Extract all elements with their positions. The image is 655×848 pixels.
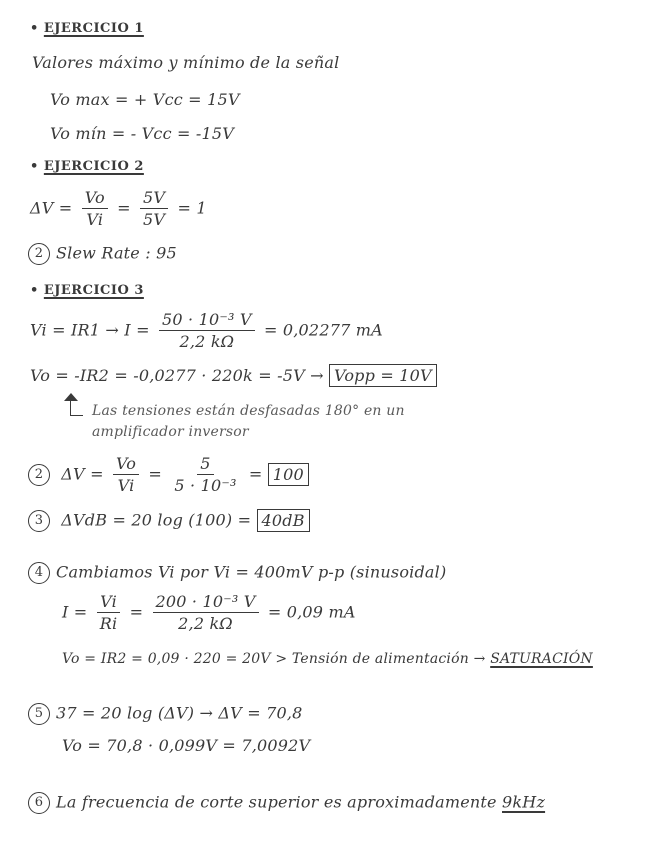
gain-result: 100 xyxy=(268,463,309,486)
exercise-3-item-4-output: Vo = IR2 = 0,09 · 220 = 20V > Tensión de alimentación → SATURACIÓN xyxy=(62,651,593,667)
exercise-1-vmax: Vo max = + Vcc = 15V xyxy=(50,90,240,109)
exercise-1-vmin: Vo mín = - Vcc = -15V xyxy=(50,124,235,143)
saturation-label: SATURACIÓN xyxy=(490,651,593,667)
gain-value-fraction: $\frac{5V}{5V}$ xyxy=(140,190,168,228)
exercise-3-item-2: 2 ΔV = $\frac{Vo}{Vi}$ = $\frac{5}{\text{5 · 10⁻³}}$ = 100 xyxy=(28,456,309,494)
cutoff-frequency: 9kHz xyxy=(502,792,546,812)
exercise-3-item-5: 5 37 = 20 log (ΔV) → ΔV = 70,8 xyxy=(28,703,303,725)
exercise-3-output: Vo = -IR2 = -0,0277 · 220k = -5V → Vopp = 10V xyxy=(30,368,437,384)
gain-fraction: $\frac{Vo}{Vi}$ xyxy=(82,190,108,228)
exercise-1-intro: Valores máximo y mínimo de la señal xyxy=(32,53,340,72)
exercise-3-item-4: 4 Cambiamos Vi por Vi = 400mV p-p (sinusoidal) xyxy=(28,562,446,584)
item-number: 2 xyxy=(28,464,50,486)
exercise-2-slew: 2 Slew Rate : 95 xyxy=(28,243,177,265)
exercise-1-header: • EJERCICIO 1 xyxy=(30,21,144,36)
exercise-3-note-line-2: amplificador inversor xyxy=(92,424,249,440)
item-number: 5 xyxy=(28,703,50,725)
exercise-3-current: Vi = IR1 → I = $\frac{\text{50 · 10⁻³ V}}{2,2 k\Omega}$ = 0,02277 mA xyxy=(30,310,383,351)
exercise-3-item-4-current: I = $\frac{Vi}{Ri}$ = $\frac{\text{200 · 10⁻³ V}}{2,2 k\Omega}$ = 0,09 mA xyxy=(62,592,356,633)
item-number: 6 xyxy=(28,792,50,814)
db-result: 40dB xyxy=(257,509,310,532)
exercise-3-header: • EJERCICIO 3 xyxy=(30,283,144,298)
item-number: 2 xyxy=(28,243,50,265)
exercise-2-gain: ΔV = $\frac{Vo}{Vi}$ = $\frac{5V}{5V}$ = 1 xyxy=(30,188,207,229)
exercise-3-item-5-output: Vo = 70,8 · 0,099V = 7,0092V xyxy=(62,736,311,755)
exercise-2-header: • EJERCICIO 2 xyxy=(30,159,144,174)
exercise-3-item-3: 3 ΔVdB = 20 log (100) = 40dB xyxy=(28,510,310,532)
exercise-3-item-6: 6 La frecuencia de corte superior es aproximadamente 9kHz xyxy=(28,792,545,814)
item-number: 4 xyxy=(28,562,50,584)
bracket-line xyxy=(70,395,83,416)
vopp-result: Vopp = 10V xyxy=(329,364,437,387)
exercise-3-note-line-1: Las tensiones están desfasadas 180° en un xyxy=(92,403,405,419)
item-number: 3 xyxy=(28,510,50,532)
